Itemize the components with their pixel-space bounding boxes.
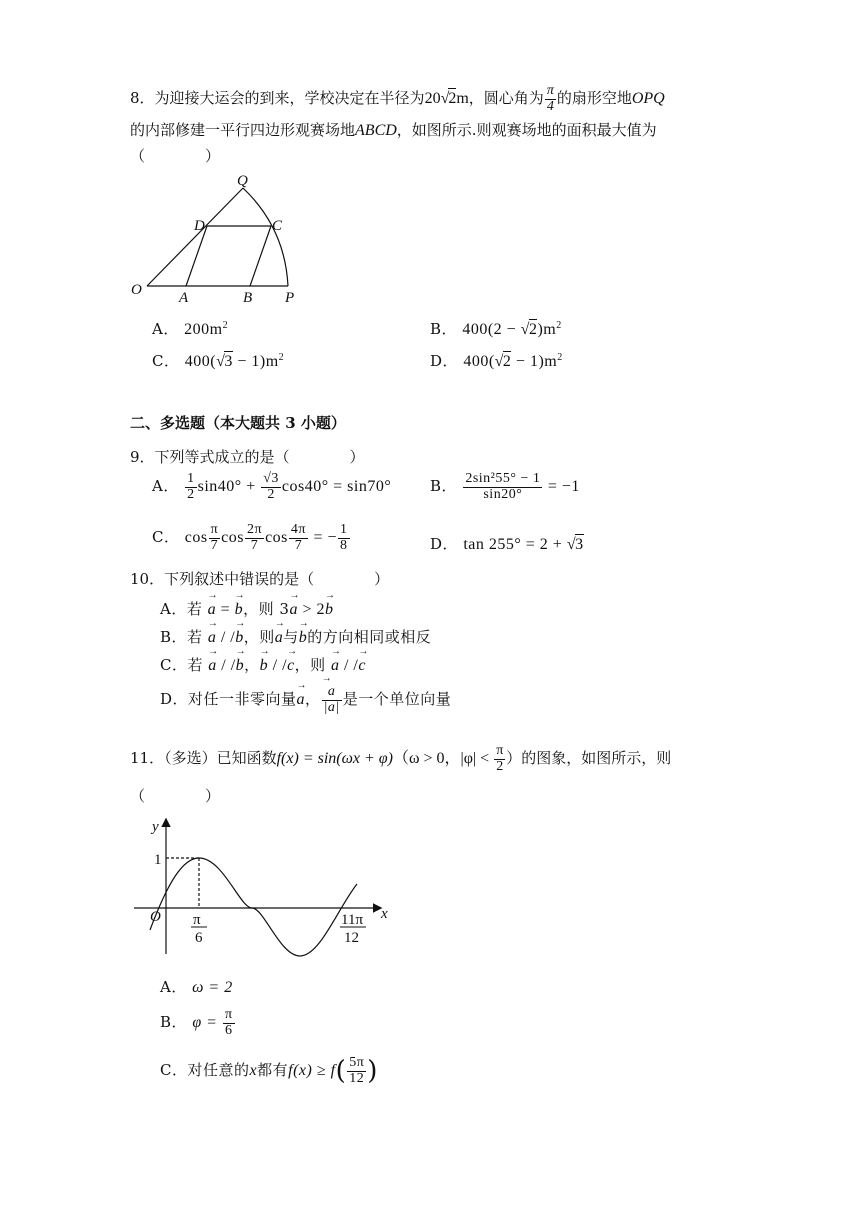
q11-stem: 11．（多选）已知函数f(x) = sin(ωx + φ)（ω > 0，|φ| < $\frac{\pi}{2}$ ）的图象，如图所示，则 (130, 743, 672, 774)
x-axis-label: x (381, 906, 388, 922)
segment-BC (250, 226, 271, 286)
label-Q: Q (237, 173, 248, 189)
y-tick-1: 1 (154, 852, 162, 868)
q9-option-d[interactable]: D． tan 255° = 2 + √3 (430, 535, 584, 553)
q8-option-b[interactable]: B． $400(2 - √2)m^2$ (430, 320, 562, 338)
q8-option-a[interactable]: A． $200m^2$ (152, 320, 229, 338)
label-O: O (131, 282, 142, 298)
x-tick-6: 6 (195, 930, 203, 946)
q11-sine-graph (128, 812, 398, 962)
q9-option-b[interactable]: B． $\frac{\text{2sin²55° − 1}}{\sin 20^\circ}$ = −1 (430, 471, 580, 502)
q11-option-a[interactable]: A． ω = 2 (160, 978, 233, 996)
label-D: D (194, 218, 205, 234)
q9-option-c[interactable]: C． cos $\frac{\pi}{7}$ cos $\frac{2\pi}{7}$ cos $\frac{4\pi}{7}$ = − $\frac{1}{8}$ (152, 522, 348, 553)
label-P: P (285, 290, 295, 305)
q10-option-a[interactable]: A．若 → a = → b，则 3→ a > 2→ b (160, 598, 334, 619)
q8-answer-blank: （ ） (130, 147, 221, 165)
segment-OQ (147, 188, 243, 286)
x-tick-12: 12 (344, 930, 359, 946)
q10-option-c[interactable]: C．若 → a / /→ b，→ b / /→ c，则 → a / /→ c (160, 654, 366, 675)
x-tick-pi: π (193, 912, 201, 928)
q11-option-c[interactable]: C．对任意的x都有f(x) ≥ f( $\frac{5\pi}{12}$ ) (160, 1055, 378, 1087)
section-title: 二、多选题（本大题共 3 小题） (130, 414, 346, 432)
q8-line2: 的内部修建一平行四边形观赛场地ABCD，如图所示.则观赛场地的面积最大值为 (130, 121, 657, 139)
q9-stem: 9．下列等式成立的是（ ） (130, 448, 365, 466)
q10-option-b[interactable]: B．若 → a / /→ b，则→ a与→ b的方向相同或相反 (160, 626, 431, 647)
origin-label: O (150, 909, 161, 925)
q10-option-d[interactable]: D．对任一非零向量→ a， → $\frac{a}{|a|}$ 是一个单位向量 (160, 685, 451, 715)
q10-stem: 10．下列叙述中错误的是（ ） (130, 570, 390, 588)
q8-number: 8． (130, 89, 155, 108)
q11-answer-blank: （ ） (130, 787, 221, 805)
arc-PQ (243, 188, 288, 286)
q9-option-a[interactable]: A． $\frac{1}{2}$ sin40° + $\frac{√3}{2}$ cos40° = sin70° (152, 471, 392, 502)
label-B: B (243, 290, 253, 305)
x-tick-11pi: 11π (341, 912, 364, 928)
label-C: C (272, 218, 283, 234)
q8-option-d[interactable]: D． $400(√2 - 1)m^2$ (430, 352, 563, 370)
q8-option-c[interactable]: C． $400(√3 - 1)m^2$ (152, 352, 285, 370)
q8-sector-figure (125, 170, 305, 305)
q8-line1: 8．为迎接大运会的到来，学校决定在半径为20√2m，圆心角为 $\frac{\pi}{4}$ 的扇形空地OPQ (130, 83, 665, 114)
sine-curve (150, 858, 357, 956)
label-A: A (179, 290, 189, 305)
q11-option-b[interactable]: B． φ = $\frac{\pi}{6}$ (160, 1007, 233, 1038)
y-axis-label: y (152, 819, 159, 835)
